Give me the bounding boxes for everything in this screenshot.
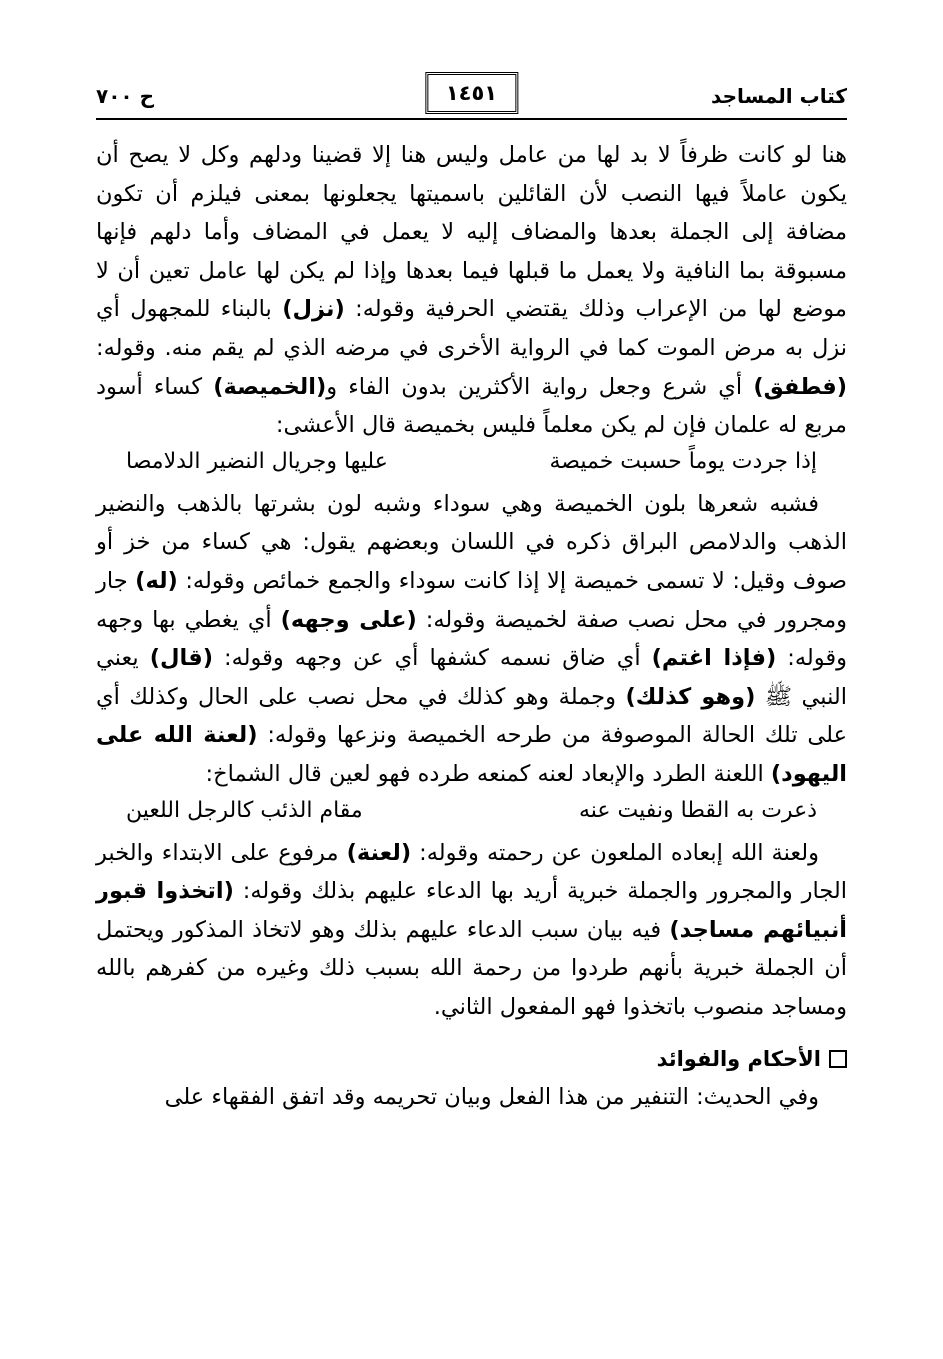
section-heading bbox=[96, 1040, 847, 1078]
term-nazala: (نزل) bbox=[282, 296, 345, 323]
header-rule bbox=[96, 118, 847, 120]
poetry-verse-1 bbox=[96, 445, 847, 485]
book-title: كتاب المساجد bbox=[711, 84, 847, 108]
term-wa-huwa-kadhalik: (وهو كذلك) bbox=[625, 683, 756, 710]
term-khamisa: (الخميصة) bbox=[213, 373, 327, 400]
term-ittakhadhu: (اتخذوا قبور أنبيائهم مساجد) bbox=[96, 878, 847, 943]
verse-1-hemistich-2: عليها وجريال النضير الدلامصا bbox=[126, 448, 388, 474]
page-header bbox=[96, 72, 847, 116]
section-heading-text: الأحكام والفوائد bbox=[656, 1047, 821, 1072]
term-lahu: (له) bbox=[135, 567, 178, 594]
checkbox-square-icon bbox=[829, 1050, 847, 1068]
term-lanatullah: (لعنة الله على اليهود) bbox=[96, 722, 847, 787]
paragraph-2: فشبه شعرها بلون الخميصة وهي سوداء وشبه لون بشرتها بالذهب والنضير الذهب والدلامص البراق ذكره في اللسان وبعضهم يقول: هي كساء من خز أو صوف وقيل: لا تسمى خميصة إلا إذا كانت سوداء والجمع خمائص وقوله: (له) جار ومجرور في محل نصب صفة لخميصة وقوله: (على وجهه) أي يغطي بها وجهه وقوله: (فإذا اغتم) أي ضاق نسمه كشفها أي عن وجهه وقوله: (قال) يعني النبي ﷺ (وهو كذلك) وجملة وهو كذلك في محل نصب على الحال وكذلك أي على تلك الحالة الموصوفة من طرحه الخميصة ونزعها وقوله: (لعنة الله على اليهود) اللعنة الطرد والإبعاد لعنه كمنعه طرده فهو لعين قال الشماخ: bbox=[96, 490, 848, 787]
page-body bbox=[96, 136, 847, 1117]
poetry-verse-2 bbox=[96, 794, 847, 834]
verse-1-hemistich-1: إذا جردت يوماً حسبت خميصة bbox=[549, 448, 817, 474]
page-number: ١٤٥١ bbox=[425, 72, 518, 114]
term-fatafiqa: (فطفق) bbox=[753, 373, 848, 400]
term-qala: (قال) bbox=[149, 645, 213, 672]
term-lana: (لعنة) bbox=[346, 839, 412, 866]
hadith-reference: ح ٧٠٠ bbox=[96, 84, 155, 108]
paragraph-3: ولعنة الله إبعاده الملعون عن رحمته وقوله: (لعنة) مرفوع على الابتداء والخبر الجار والمجرور والجملة خبرية أريد بها الدعاء عليهم بذلك وقوله: (اتخذوا قبور أنبيائهم مساجد) فيه بيان سبب الدعاء عليهم بذلك وهو لاتخاذ المذكور ويحتمل أن الجملة خبرية بأنهم طردوا من رحمة الله بسبب ذلك وغيره من كفرهم بالله ومساجد منصوب باتخذوا فهو المفعول الثاني. bbox=[96, 839, 847, 1020]
verse-2-hemistich-2: مقام الذئب كالرجل اللعين bbox=[126, 797, 363, 823]
verse-2-hemistich-1: ذعرت به القطا ونفيت عنه bbox=[578, 797, 817, 823]
paragraph-1: هنا لو كانت ظرفاً لا بد لها من عامل وليس هنا إلا قضينا ودلهم وكل لا يصح أن يكون عاملاً فيها النصب لأن القائلين باسميتها يجعلونها بمعنى فيلزم أن تكون مضافة إلى الجملة بعدها والمضاف إليه لا يعمل في المضاف وأما دلهم فإنها مسبوقة بما النافية ولا يعمل ما قبلها فيما بعدها وإذا لم يكن لها عامل تعين أن لا موضع لها من الإعراب وذلك يقتضي الحرفية وقوله: (نزل) بالبناء للمجهول أي نزل به مرض الموت كما في الرواية الأخرى في مرضه الذي لم يقم منه. وقوله: (فطفق) أي شرع وجعل رواية الأكثرين بدون الفاء و(الخميصة) كساء أسود مربع له علمان فإن لم يكن معلماً فليس بخميصة قال الأعشى: bbox=[96, 142, 848, 439]
term-ala-wajhihi: (على وجهه) bbox=[280, 606, 417, 633]
term-faidha-ightamma: (فإذا اغتم) bbox=[651, 645, 777, 672]
paragraph-4: وفي الحديث: التنفير من هذا الفعل وبيان تحريمه وقد اتفق الفقهاء على bbox=[164, 1084, 819, 1111]
